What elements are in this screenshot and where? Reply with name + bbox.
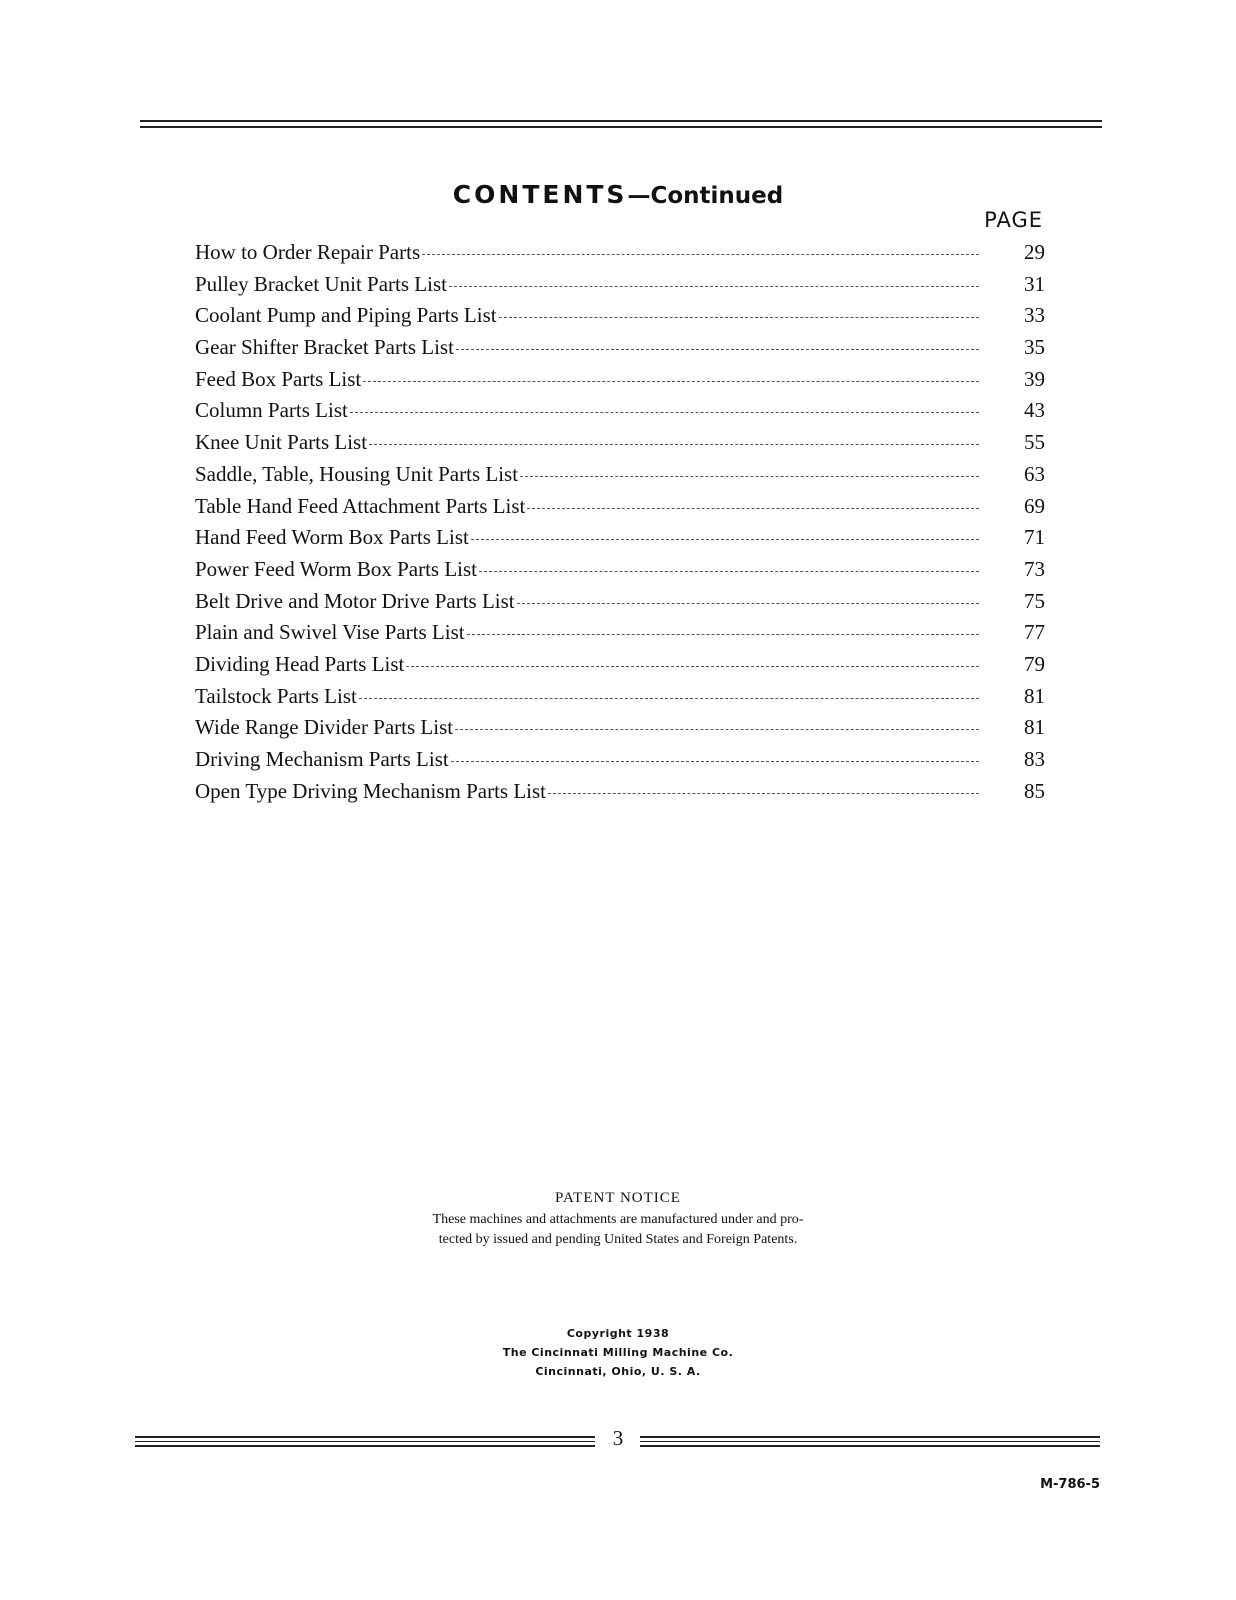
toc-leader-dashes — [369, 444, 979, 445]
toc-entry-page: 71 — [1024, 525, 1045, 550]
toc-entry-page: 85 — [1024, 778, 1045, 803]
table-of-contents — [195, 240, 1045, 810]
toc-entry-label: Dividing Head Parts List — [195, 651, 405, 676]
toc-entry[interactable] — [195, 240, 1045, 272]
toc-leader-dashes — [520, 476, 979, 477]
document-code: M-786-5 — [1040, 1477, 1100, 1492]
toc-entry-label: Table Hand Feed Attachment Parts List — [195, 493, 526, 518]
toc-entry-label: Knee Unit Parts List — [195, 430, 368, 455]
toc-leader-dashes — [471, 539, 979, 540]
toc-entry[interactable] — [195, 303, 1045, 335]
toc-entry-label: Power Feed Worm Box Parts List — [195, 556, 477, 581]
patent-notice-line: These machines and attachments are manufactured under and pro- — [432, 1212, 804, 1227]
copyright-location: Cincinnati, Ohio, U. S. A. — [535, 1365, 701, 1378]
toc-entry-label: Feed Box Parts List — [195, 366, 362, 391]
toc-entry[interactable] — [195, 430, 1045, 462]
toc-entry[interactable] — [195, 589, 1045, 621]
toc-entry[interactable] — [195, 652, 1045, 684]
toc-entry-page: 79 — [1024, 651, 1045, 676]
toc-entry-label: Column Parts List — [195, 398, 348, 423]
page-column-label: PAGE — [984, 208, 1043, 232]
toc-entry-label: Wide Range Divider Parts List — [195, 715, 454, 740]
toc-leader-dashes — [456, 349, 979, 350]
copyright-line: Copyright 1938 — [566, 1327, 670, 1340]
toc-entry-label: Pulley Bracket Unit Parts List — [195, 271, 447, 296]
toc-entry-label: Hand Feed Worm Box Parts List — [195, 525, 469, 550]
bottom-rule-right — [640, 1436, 1100, 1448]
toc-leader-dashes — [467, 634, 979, 635]
toc-entry-page: 39 — [1024, 366, 1045, 391]
page-number: 3 — [612, 1426, 624, 1450]
toc-entry[interactable] — [195, 684, 1045, 716]
toc-leader-dashes — [422, 254, 979, 255]
patent-notice-title: PATENT NOTICE — [555, 1190, 681, 1206]
toc-entry-page: 35 — [1024, 335, 1045, 360]
toc-entry[interactable] — [195, 620, 1045, 652]
toc-leader-dashes — [479, 571, 979, 572]
toc-entry[interactable] — [195, 525, 1045, 557]
title-main: CONTENTS — [452, 180, 628, 209]
toc-entry-label: Belt Drive and Motor Drive Parts List — [195, 588, 515, 613]
toc-leader-dashes — [451, 761, 979, 762]
patent-notice-line: tected by issued and pending United States and Foreign Patents. — [438, 1232, 798, 1247]
toc-entry[interactable] — [195, 747, 1045, 779]
toc-entry-page: 81 — [1024, 683, 1045, 708]
toc-leader-dashes — [455, 729, 979, 730]
toc-entry-page: 63 — [1024, 461, 1045, 486]
toc-entry-page: 69 — [1024, 493, 1045, 518]
toc-leader-dashes — [449, 286, 979, 287]
toc-entry[interactable] — [195, 494, 1045, 526]
toc-entry[interactable] — [195, 462, 1045, 494]
toc-entry-page: 75 — [1024, 588, 1045, 613]
title-suffix: —Continued — [627, 183, 784, 209]
toc-entry-label: Open Type Driving Mechanism Parts List — [195, 778, 547, 803]
toc-entry-label: How to Order Repair Parts — [195, 240, 421, 264]
toc-leader-dashes — [406, 666, 979, 667]
bottom-rule-left — [135, 1436, 595, 1448]
copyright-block — [0, 1324, 1236, 1381]
toc-entry-page: 81 — [1024, 715, 1045, 740]
toc-leader-dashes — [548, 793, 979, 794]
toc-entry-page: 31 — [1024, 271, 1045, 296]
toc-entry-page: 29 — [1024, 240, 1045, 264]
toc-leader-dashes — [527, 508, 979, 509]
toc-entry-page: 33 — [1024, 303, 1045, 328]
patent-notice — [0, 1188, 1236, 1250]
toc-entry-label: Saddle, Table, Housing Unit Parts List — [195, 461, 519, 486]
toc-entry-page: 77 — [1024, 620, 1045, 645]
toc-leader-dashes — [363, 381, 979, 382]
toc-entry-page: 55 — [1024, 430, 1045, 455]
toc-entry-label: Driving Mechanism Parts List — [195, 747, 449, 771]
toc-entry-label: Tailstock Parts List — [195, 683, 357, 708]
toc-entry[interactable] — [195, 557, 1045, 589]
toc-entry[interactable] — [195, 335, 1045, 367]
toc-leader-dashes — [517, 603, 979, 604]
toc-entry-page: 43 — [1024, 398, 1045, 423]
toc-leader-dashes — [359, 698, 979, 699]
toc-entry[interactable] — [195, 779, 1045, 811]
copyright-company: The Cincinnati Milling Machine Co. — [502, 1346, 734, 1359]
top-double-rule — [140, 120, 1102, 132]
toc-entry-label: Gear Shifter Bracket Parts List — [195, 335, 454, 360]
toc-entry-page: 83 — [1024, 747, 1045, 771]
toc-leader-dashes — [499, 317, 979, 318]
toc-entry[interactable] — [195, 272, 1045, 304]
toc-entry[interactable] — [195, 715, 1045, 747]
page-title — [0, 180, 1236, 209]
toc-entry-label: Coolant Pump and Piping Parts List — [195, 303, 497, 328]
toc-entry-label: Plain and Swivel Vise Parts List — [195, 620, 465, 645]
toc-entry[interactable] — [195, 398, 1045, 430]
toc-leader-dashes — [350, 412, 979, 413]
toc-entry-page: 73 — [1024, 556, 1045, 581]
toc-entry[interactable] — [195, 367, 1045, 399]
